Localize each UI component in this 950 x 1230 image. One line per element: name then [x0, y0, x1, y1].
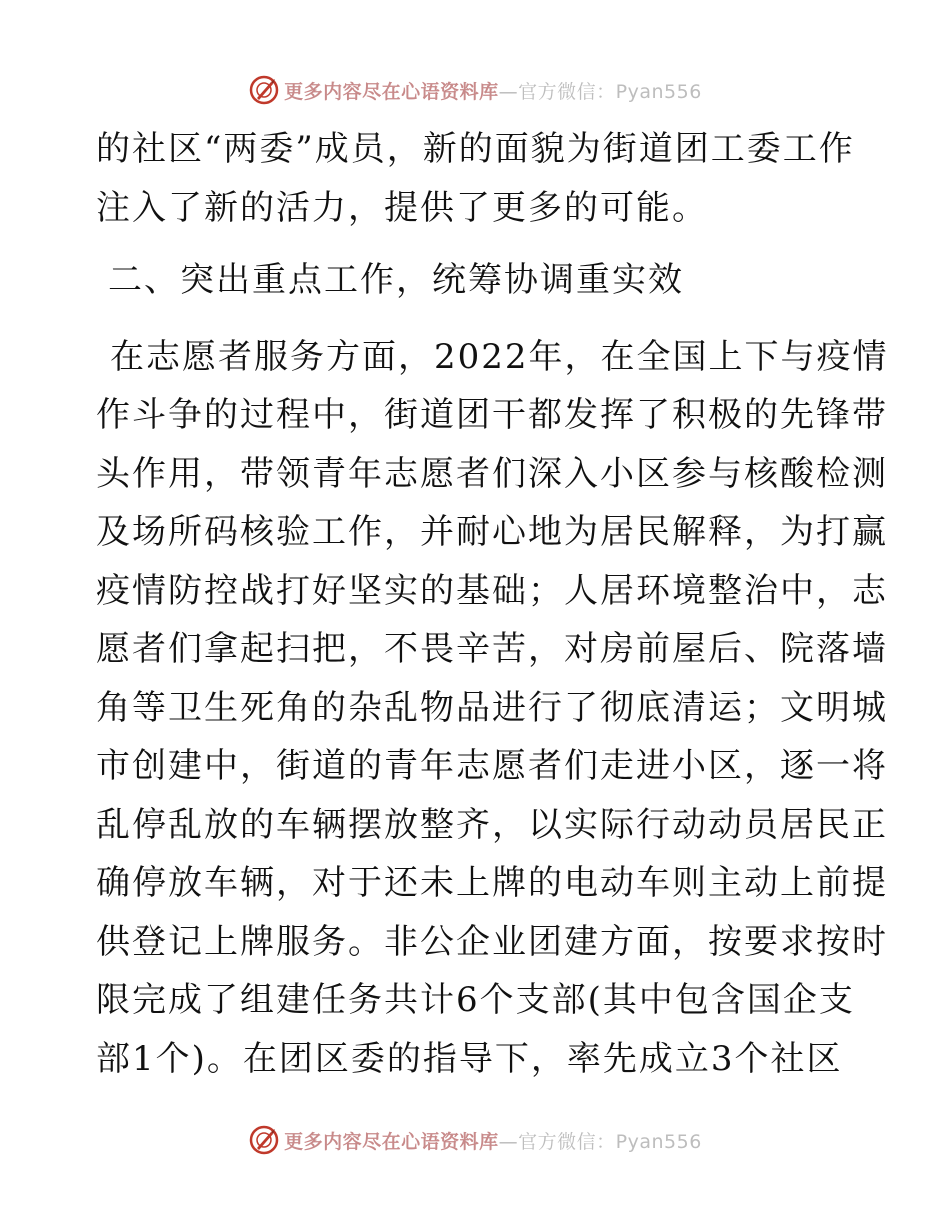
- footer-watermark-banner: [0, 1120, 950, 1160]
- paragraph-2-line-11: 供登记上牌服务。非公企业团建方面，按要求按时: [96, 921, 888, 962]
- paragraph-2-line-9: 乱停乱放的车辆摆放整齐，以实际行动动员居民正: [96, 804, 888, 845]
- footer-wechat-text: 官方微信：Pyan556: [518, 1130, 702, 1153]
- paragraph-1-line-1: 的社区“两委”成员，新的面貌为街道团工委工作: [96, 129, 855, 169]
- paragraph-2: [96, 328, 889, 1089]
- paragraph-1: [96, 120, 855, 237]
- header-separator: —: [498, 80, 519, 103]
- paragraph-2-line-10: 确停放车辆，对于还未上牌的电动车则主动上前提: [96, 863, 888, 903]
- footer-separator: —: [498, 1130, 519, 1153]
- footer-watermark-text: [284, 1127, 702, 1154]
- paragraph-2-line-7: 角等卫生死角的杂乱物品进行了彻底清运；文明城: [96, 687, 888, 728]
- paragraph-2-line-5: 疫情防控战打好坚实的基础；人居环境整治中，志: [96, 570, 888, 611]
- paragraph-2-line-4: 及场所码核验工作，并耐心地为居民解释，为打赢: [96, 512, 888, 552]
- footer-brand-text: 更多内容尽在心语资料库: [284, 1130, 499, 1153]
- section-heading: 二、突出重点工作，统筹协调重实效: [108, 260, 684, 300]
- header-watermark-banner: [0, 70, 950, 110]
- paragraph-1-line-2: 注入了新的活力，提供了更多的可能。: [96, 187, 708, 228]
- paragraph-2-line-3: 头作用，带领青年志愿者们深入小区参与核酸检测: [96, 453, 888, 494]
- paragraph-2-line-12: 限完成了组建任务共计6个支部(其中包含国企支: [96, 980, 855, 1020]
- brand-logo-icon: [248, 74, 280, 106]
- paragraph-2-line-1: 在志愿者服务方面，2022年，在全国上下与疫情: [110, 336, 889, 377]
- paragraph-2-line-2: 作斗争的过程中，街道团干都发挥了积极的先锋带: [96, 395, 888, 435]
- brand-logo-icon: [248, 1124, 280, 1156]
- paragraph-2-line-6: 愿者们拿起扫把，不畏辛苦，对房前屋后、院落墙: [96, 629, 888, 669]
- header-brand-text: 更多内容尽在心语资料库: [284, 80, 499, 103]
- header-watermark-text: [284, 77, 702, 104]
- paragraph-2-line-8: 市创建中，街道的青年志愿者们走进小区，逐一将: [96, 746, 888, 786]
- header-wechat-text: 官方微信：Pyan556: [518, 80, 702, 103]
- document-body: [96, 120, 889, 1088]
- paragraph-2-line-13: 部1个)。在团区委的指导下，率先成立3个社区: [96, 1038, 843, 1079]
